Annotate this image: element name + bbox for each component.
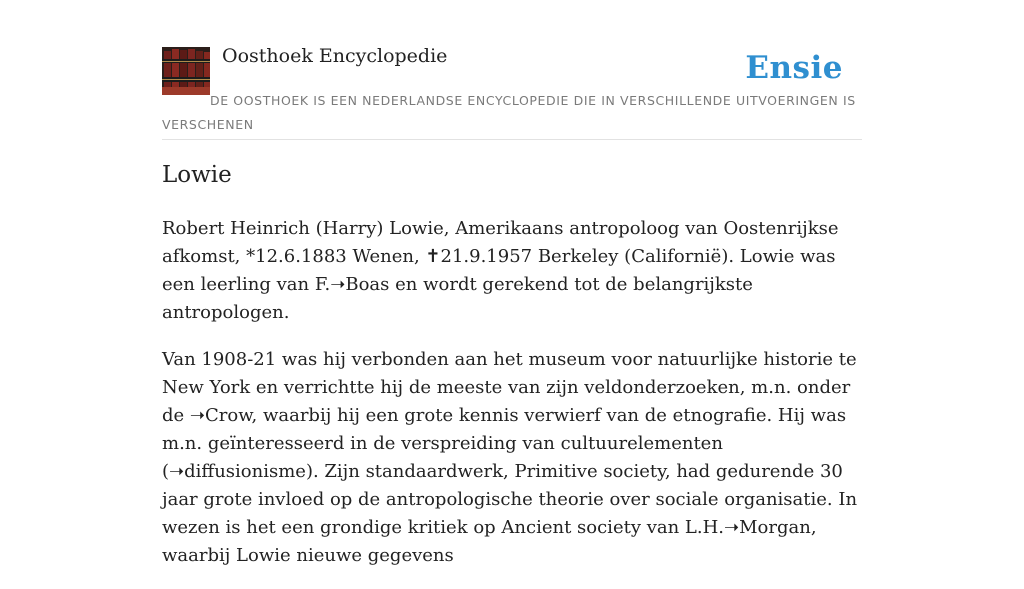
- site-header: [162, 0, 862, 140]
- xref-link-diffusionisme[interactable]: [169, 461, 306, 482]
- xref-link-morgan[interactable]: [724, 517, 811, 538]
- site-name-link[interactable]: Oosthoek Encyclopedie: [222, 45, 448, 67]
- article-title: Lowie: [162, 162, 232, 188]
- paragraph-text: Van 1908-21 was hij verbonden aan het museum voor natuurlijke historie te New York en verrichtte hij de meeste van zijn veldonderzoeken, m.n. onder de: [162, 349, 857, 426]
- paragraph-text: ). Zijn standaardwerk, Primitive society, had gedurende 30 jaar grote invloed op de antropologische theorie over sociale organisatie. In wezen is het een grondige kritiek op Ancient society van L.H.: [162, 461, 858, 538]
- site-tagline: DE OOSTHOEK IS EEN NEDERLANDSE ENCYCLOPEDIE DIE IN VERSCHILLENDE UITVOERINGEN IS VERSCHENEN: [162, 93, 856, 132]
- arrow-icon: ➝: [724, 517, 740, 538]
- paragraph-text: , waarbij Lowie nieuwe gegevens: [162, 517, 817, 566]
- paragraph-text: Robert Heinrich (Harry) Lowie, Amerikaans antropoloog van Oostenrijkse afkomst, *12.6.1883 Wenen, ✝21.9.1957 Berkeley (Californië). Lowie was een leerling van F.: [162, 218, 839, 295]
- xref-label: Boas: [345, 274, 390, 295]
- xref-label: Morgan: [739, 517, 811, 538]
- xref-label: Crow: [205, 405, 252, 426]
- ensie-logo-link[interactable]: Ensie: [745, 50, 843, 86]
- arrow-icon: ➝: [169, 461, 185, 482]
- article-body: [162, 215, 862, 589]
- paragraph-text: , waarbij hij een grote kennis verwierf van de etnografie. Hij was m.n. geïnteresseerd in de verspreiding van cultuurelementen (: [162, 405, 847, 482]
- encyclopedia-books-icon[interactable]: [162, 47, 210, 95]
- content-container: [162, 0, 862, 566]
- xref-label: diffusionisme: [184, 461, 306, 482]
- article-paragraph: [162, 215, 862, 327]
- article-paragraph: [162, 346, 862, 570]
- xref-link-crow[interactable]: [190, 405, 252, 426]
- arrow-icon: ➝: [330, 274, 346, 295]
- xref-link-boas[interactable]: [330, 274, 389, 295]
- paragraph-text: en wordt gerekend tot de belangrijkste antropologen.: [162, 274, 753, 323]
- arrow-icon: ➝: [189, 405, 205, 426]
